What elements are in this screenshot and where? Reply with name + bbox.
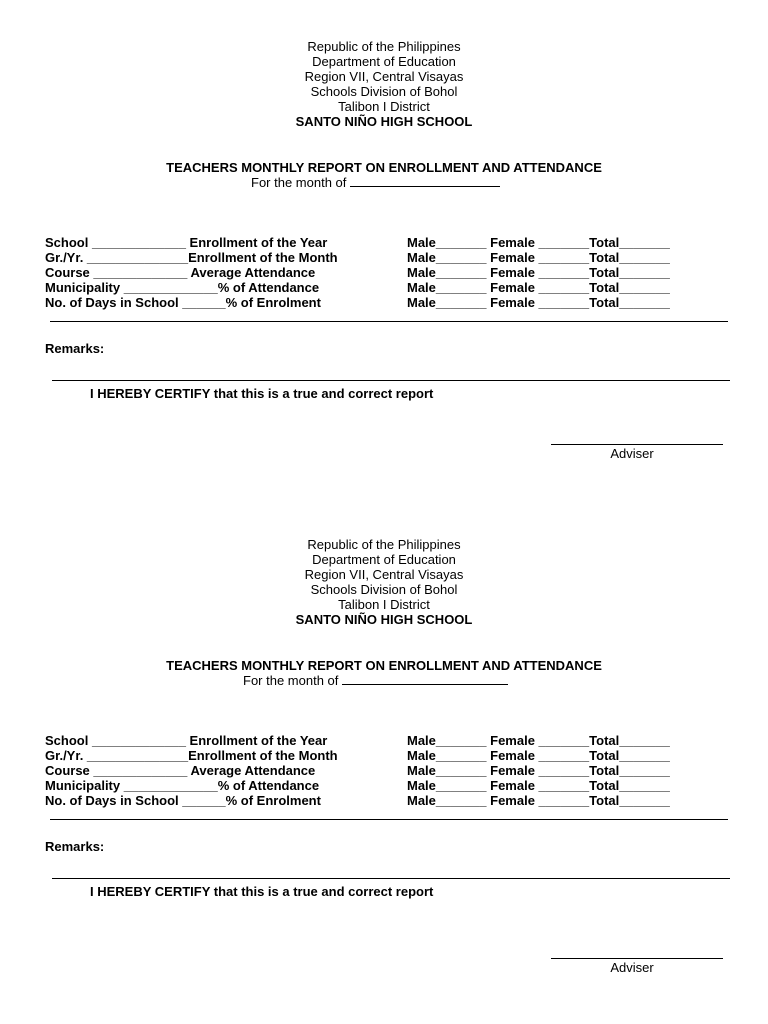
report-title: TEACHERS MONTHLY REPORT ON ENROLLMENT AND ATTENDANCE bbox=[166, 160, 602, 175]
field-gender-totals[interactable]: Male_______ Female _______Total_______ bbox=[407, 748, 670, 763]
divider-line bbox=[50, 321, 728, 322]
remarks-label: Remarks: bbox=[45, 341, 105, 356]
field-days-enrolment-percent[interactable]: No. of Days in School ______% of Enrolment bbox=[45, 295, 321, 310]
field-gender-totals[interactable]: Male_______ Female _______Total_______ bbox=[407, 235, 670, 250]
report-form-2 bbox=[0, 498, 768, 998]
remarks-label: Remarks: bbox=[45, 839, 105, 854]
month-label: For the month of bbox=[243, 673, 339, 688]
field-days-enrolment-percent[interactable]: No. of Days in School ______% of Enrolment bbox=[45, 793, 321, 808]
field-school-enrollment-year[interactable]: School _____________ Enrollment of the Year bbox=[45, 235, 328, 250]
header-district: Talibon I District bbox=[338, 99, 430, 114]
field-grade-enrollment-month[interactable]: Gr./Yr. ______________Enrollment of the Month bbox=[45, 748, 338, 763]
report-form-1 bbox=[0, 0, 768, 500]
field-municipality-attendance-percent[interactable]: Municipality _____________% of Attendance bbox=[45, 280, 320, 295]
month-label: For the month of bbox=[251, 175, 347, 190]
form-header bbox=[0, 537, 768, 627]
field-municipality-attendance-percent[interactable]: Municipality _____________% of Attendance bbox=[45, 778, 320, 793]
certification-text: I HEREBY CERTIFY that this is a true and correct report bbox=[90, 884, 434, 899]
month-blank-field[interactable] bbox=[342, 673, 508, 685]
form-header bbox=[0, 39, 768, 129]
adviser-label: Adviser bbox=[610, 446, 654, 461]
field-gender-totals[interactable]: Male_______ Female _______Total_______ bbox=[407, 265, 670, 280]
report-title: TEACHERS MONTHLY REPORT ON ENROLLMENT AND ATTENDANCE bbox=[166, 658, 602, 673]
header-department: Department of Education bbox=[312, 54, 456, 69]
header-division: Schools Division of Bohol bbox=[310, 84, 458, 99]
header-region: Region VII, Central Visayas bbox=[304, 567, 464, 582]
certification-text: I HEREBY CERTIFY that this is a true and correct report bbox=[90, 386, 434, 401]
field-course-average-attendance[interactable]: Course _____________ Average Attendance bbox=[45, 763, 316, 778]
field-gender-totals[interactable]: Male_______ Female _______Total_______ bbox=[407, 778, 670, 793]
header-republic: Republic of the Philippines bbox=[307, 39, 461, 54]
field-course-average-attendance[interactable]: Course _____________ Average Attendance bbox=[45, 265, 316, 280]
field-gender-totals[interactable]: Male_______ Female _______Total_______ bbox=[407, 250, 670, 265]
field-gender-totals[interactable]: Male_______ Female _______Total_______ bbox=[407, 793, 670, 808]
field-gender-totals[interactable]: Male_______ Female _______Total_______ bbox=[407, 733, 670, 748]
month-line bbox=[243, 673, 508, 688]
field-grade-enrollment-month[interactable]: Gr./Yr. ______________Enrollment of the Month bbox=[45, 250, 338, 265]
header-republic: Republic of the Philippines bbox=[307, 537, 461, 552]
field-gender-totals[interactable]: Male_______ Female _______Total_______ bbox=[407, 280, 670, 295]
adviser-signature-line[interactable] bbox=[551, 444, 723, 445]
header-district: Talibon I District bbox=[338, 597, 430, 612]
school-name: SANTO NIÑO HIGH SCHOOL bbox=[295, 114, 473, 129]
school-name: SANTO NIÑO HIGH SCHOOL bbox=[295, 612, 473, 627]
field-school-enrollment-year[interactable]: School _____________ Enrollment of the Year bbox=[45, 733, 328, 748]
remarks-line[interactable] bbox=[52, 380, 730, 381]
header-division: Schools Division of Bohol bbox=[310, 582, 458, 597]
header-department: Department of Education bbox=[312, 552, 456, 567]
header-region: Region VII, Central Visayas bbox=[304, 69, 464, 84]
field-gender-totals[interactable]: Male_______ Female _______Total_______ bbox=[407, 763, 670, 778]
adviser-signature-line[interactable] bbox=[551, 958, 723, 959]
field-gender-totals[interactable]: Male_______ Female _______Total_______ bbox=[407, 295, 670, 310]
adviser-label: Adviser bbox=[610, 960, 654, 975]
month-blank-field[interactable] bbox=[350, 175, 500, 187]
remarks-line[interactable] bbox=[52, 878, 730, 879]
divider-line bbox=[50, 819, 728, 820]
month-line bbox=[251, 175, 500, 190]
